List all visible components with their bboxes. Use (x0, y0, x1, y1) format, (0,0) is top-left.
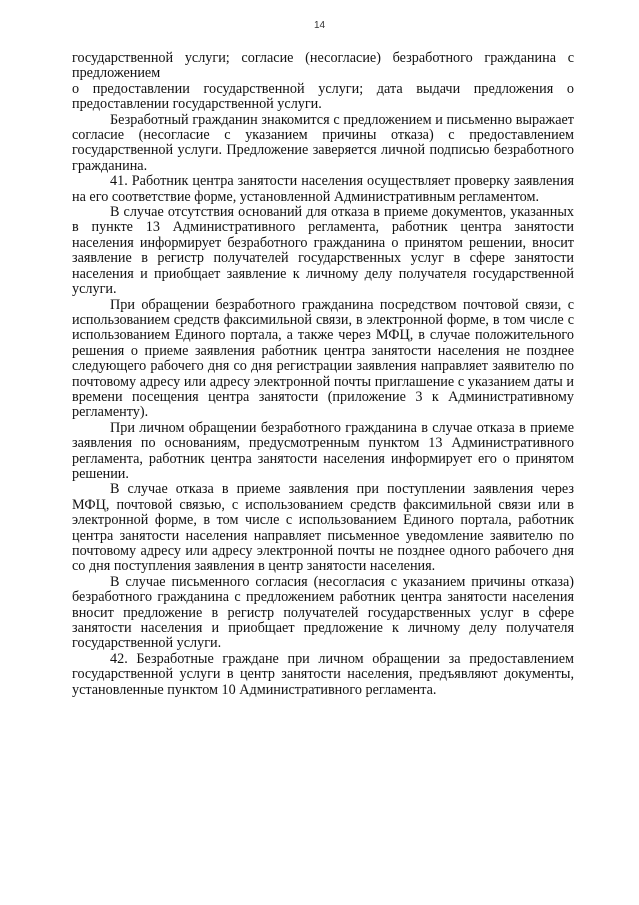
paragraph: о предоставлении государственной услуги; дата выдачи предложения о предоставлении государственной услуги. (72, 80, 574, 113)
paragraph: Безработный гражданин знакомится с предложением и письменно выражает согласие (несогласие с указанием причины отказа) с предоставлением государственной услуги. Предложение заверяется личной подписью безработного гражданина. (72, 111, 574, 174)
page-number: 14 (313, 20, 326, 31)
paragraph: 41. Работник центра занятости населения осуществляет проверку заявления на его соответствие форме, установленной Административным регламентом. (72, 173, 574, 205)
paragraph: При личном обращении безработного гражданина в случае отказа в приеме заявления по основаниям, предусмотренным пунктом 13 Административного регламента, работник центра занятости населения информирует его о принятом решении. (72, 419, 574, 482)
document-body (72, 51, 574, 698)
paragraph: 42. Безработные граждане при личном обращении за предоставлением государственной услуги в центр занятости населения, предъявляют документы, установленные пунктом 10 Административного регламента. (72, 650, 574, 698)
paragraph: В случае отказа в приеме заявления при поступлении заявления через МФЦ, почтовой связью, с использованием средств факсимильной связи или в электронной форме, в том числе с использованием Единого портала, работник центра занятости населения направляет письменное уведомление заявителю по почтовому адресу или адресу электронной почты не позднее одного рабочего дня со дня поступления заявления в центр занятости населения. (72, 481, 574, 575)
paragraph: В случае отсутствия оснований для отказа в приеме документов, указанных в пункте 13 Административного регламента, работник центра занятости населения информирует безработного гражданина о принятом решении, вносит заявление в регистр получателей государственных услуг в сфере занятости населения и приобщает заявление к личному делу получателя государственной услуги. (72, 204, 574, 298)
paragraph: При обращении безработного гражданина посредством почтовой связи, с использованием средств факсимильной связи, в электронной форме, в том числе с использованием Единого портала, а также через МФЦ, в случае положительного решения о приеме заявления работник центра занятости населения не позднее следующего рабочего дня со дня регистрации заявления направляет заявителю по почтовому адресу или адресу электронной почты приглашение с указанием даты и времени посещения центра занятости (приложение 3 к Административному регламенту). (72, 296, 574, 421)
paragraph: государственной услуги; согласие (несогласие) безработного гражданина с предложением (72, 50, 574, 82)
paragraph: В случае письменного согласия (несогласия с указанием причины отказа) безработного гражданина с предложением работник центра занятости населения вносит предложение в регистр получателей государственных услуг в сфере занятости населения и приобщает предложение к личному делу получателя государственной услуги. (72, 573, 574, 652)
